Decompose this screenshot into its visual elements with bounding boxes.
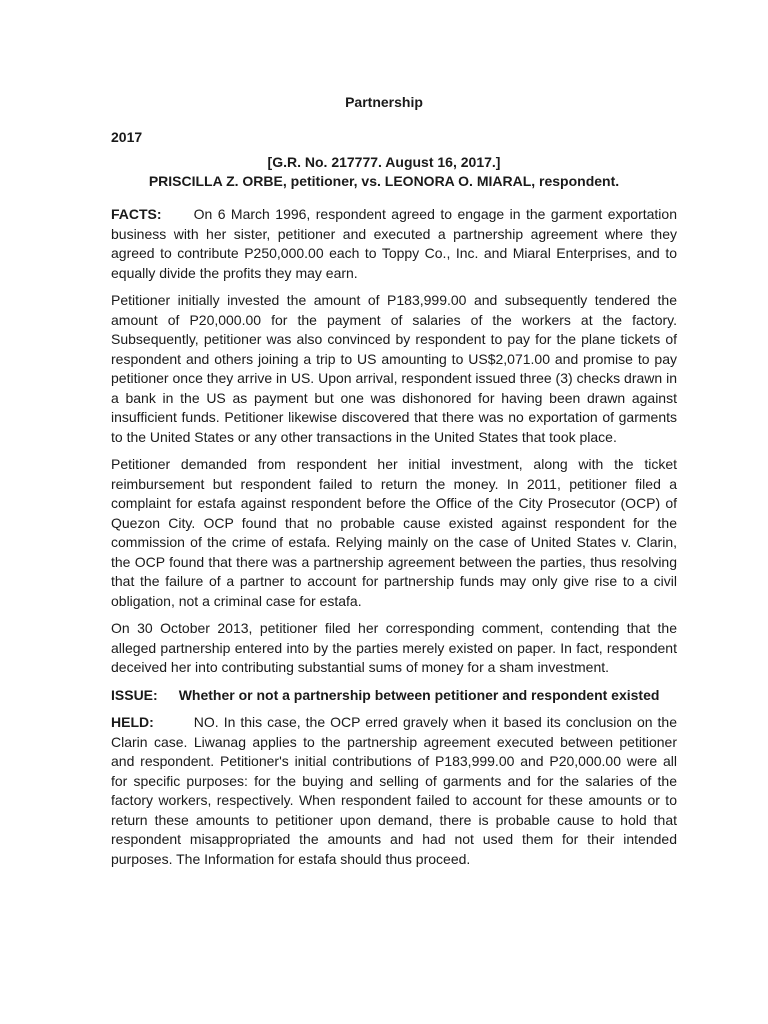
case-gr-number: [G.R. No. 217777. August 16, 2017.] — [267, 154, 501, 170]
held-text: NO. In this case, the OCP erred gravely when it based its conclusion on the Clarin case. Liwanag applies to the partnership agreement executed between petitioner and respondent. Petitioner's initial contributions of P183,999.00 and P20,000.00 were all for specific purposes: for the buying and selling of garments and for the salaries of the factory workers, respectively. When respondent failed to account for these amounts or to return these amounts to petitioner upon demand, there is probable cause to hold that respondent misappropriated the amounts and had not used them for their intended purposes. The Information for estafa should thus proceed. — [111, 714, 677, 867]
issue-question: Whether or not a partnership between petitioner and respondent existed — [178, 686, 660, 703]
facts-text-1: On 6 March 1996, respondent agreed to engage in the garment exportation business with her sister, petitioner and executed a partnership agreement where they agreed to contribute P250,000.00 each to Toppy Co., Inc. and Miaral Enterprises, and to equally divide the profits they may earn. — [111, 206, 677, 281]
facts-label: FACTS: — [111, 206, 162, 222]
held-label: HELD: — [111, 714, 154, 730]
document-title: Partnership — [345, 94, 423, 110]
case-reference — [0, 153, 768, 191]
facts-paragraph-1 — [111, 205, 677, 283]
held-paragraph — [111, 713, 677, 869]
facts-paragraph-2: Petitioner initially invested the amount of P183,999.00 and subsequently tendered the amount of P20,000.00 for the payment of salaries of the workers at the factory. Subsequently, petitioner was also convinced by respondent to pay for the plane tickets of respondent and others joining a trip to US amounting to US$2,071.00 and promise to pay petitioner once they arrive in US. Upon arrival, respondent issued three (3) checks drawn in a bank in the US as payment but one was dishonored for having been drawn against insufficient funds. Petitioner likewise discovered that there was no exportation of garments to the United States or any other transactions in the United States that took place. — [111, 292, 677, 445]
facts-paragraph-3: Petitioner demanded from respondent her initial investment, along with the ticket reimbursement but respondent failed to return the money. In 2011, petitioner filed a complaint for estafa against respondent before the Office of the City Prosecutor (OCP) of Quezon City. OCP found that no probable cause existed against respondent for the commission of the crime of estafa. Relying mainly on the case of United States v. Clarin, the OCP found that there was a partnership agreement between the parties, thus resolving that the failure of a partner to account for partnership funds may only give rise to a civil obligation, not a criminal case for estafa. — [111, 456, 677, 609]
issue-label: ISSUE: — [111, 686, 158, 703]
facts-paragraph-4: On 30 October 2013, petitioner filed her corresponding comment, contending that the alleged partnership entered into by the parties merely existed on paper. In fact, respondent deceived her into contributing substantial sums of money for a sham investment. — [111, 620, 677, 675]
document-year: 2017 — [111, 129, 143, 145]
issue-paragraph — [111, 686, 677, 706]
case-parties: PRISCILLA Z. ORBE, petitioner, vs. LEONORA O. MIARAL, respondent. — [148, 173, 620, 189]
document-body — [111, 205, 677, 877]
